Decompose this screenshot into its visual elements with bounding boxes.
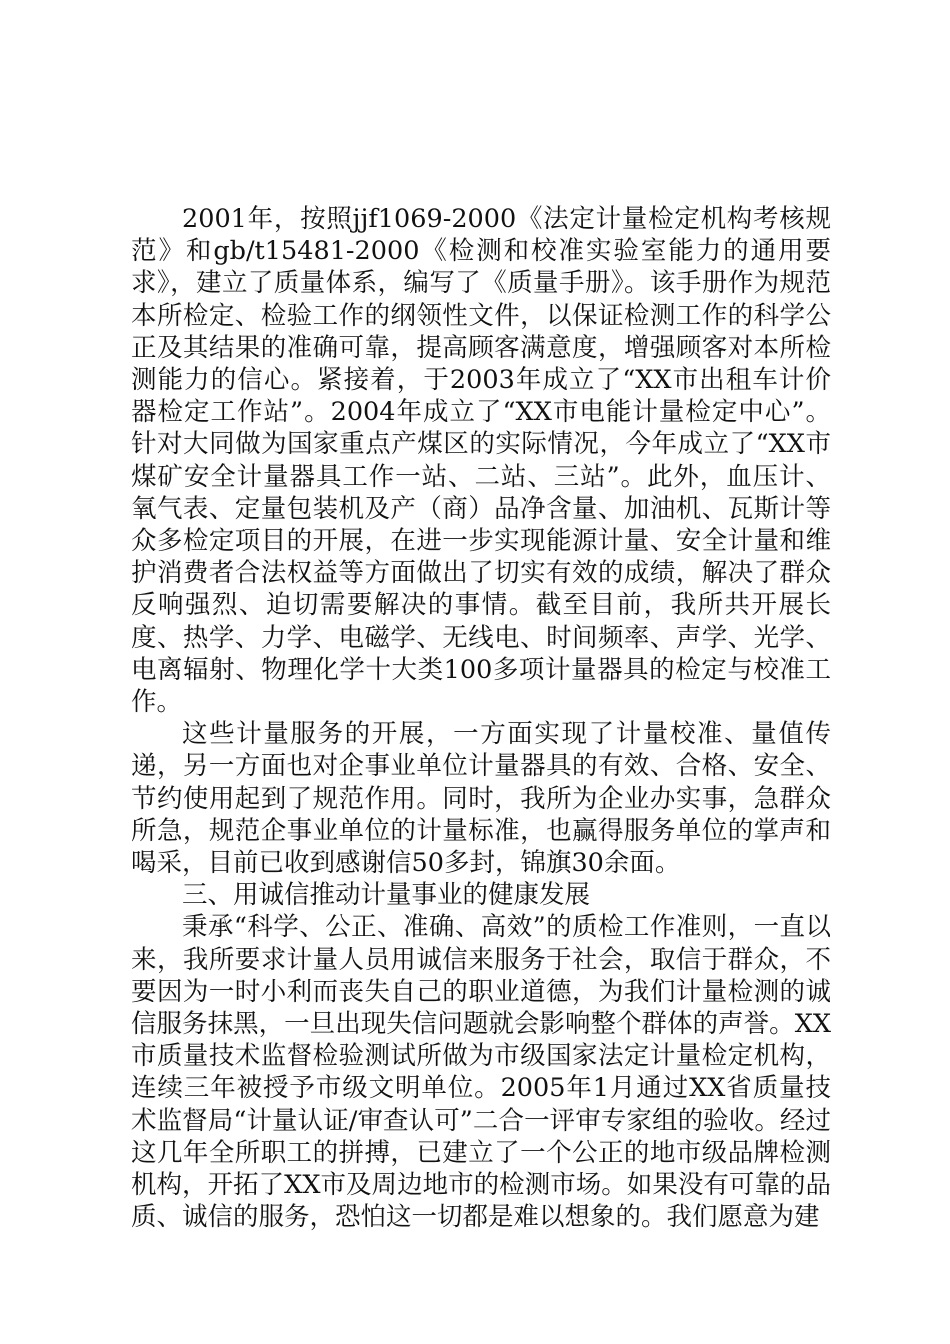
section-heading-integrity: 三、用诚信推动计量事业的健康发展	[182, 880, 591, 911]
paragraph-quality-system: 2001年，按照jjf1069-2000《法定计量检定机构考核规范》和gb/t15481-2000《检测和校准实验室能力的通用要求》，建立了质量体系，编写了《质量手册》。该手册作为规范本所检定、检验工作的纲领性文件，以保证检测工作的科学公正及其结果的准确可靠，提高顾客满意度，增强顾客对本所检测能力的信心。紧接着，于2003年成立了“XX市出租车计价器检定工作站”。2004年成立了“XX市电能计量检定中心”。针对大同做为国家重点产煤区的实际情况，今年成立了“XX市煤矿安全计量器具工作一站、二站、三站”。此外，血压计、氧气表、定量包装机及产（商）品净含量、加油机、瓦斯计等众多检定项目的开展，在进一步实现能源计量、安全计量和维护消费者合法权益等方面做出了切实有效的成绩，解决了群众反响强烈、迫切需要解决的事情。截至目前，我所共开展长度、热学、力学、电磁学、无线电、时间频率、声学、光学、电离辐射、物理化学十大类100多项计量器具的检定与校准工作。	[131, 204, 831, 718]
document-body	[131, 203, 831, 1234]
paragraph-integrity: 秉承“科学、公正、准确、高效”的质检工作准则，一直以来，我所要求计量人员用诚信来服务于社会，取信于群众，不要因为一时小利而丧失自己的职业道德，为我们计量检测的诚信服务抹黑，一旦出现失信问题就会影响整个群体的声誉。XX市质量技术监督检验测试所做为市级国家法定计量检定机构，连续三年被授予市级文明单位。2005年1月通过XX省质量技术监督局“计量认证/审查认可”二合一评审专家组的验收。经过这几年全所职工的拼搏，已建立了一个公正的地市级品牌检测机构，开拓了XX市及周边地市的检测市场。如果没有可靠的品质、诚信的服务，恐怕这一切都是难以想象的。我们愿意为建	[131, 912, 831, 1233]
paragraph-metrology-services: 这些计量服务的开展，一方面实现了计量校准、量值传递，另一方面也对企事业单位计量器具的有效、合格、安全、节约使用起到了规范作用。同时，我所为企业办实事，急群众所急，规范企事业单位的计量标准，也赢得服务单位的掌声和喝采，目前已收到感谢信50多封，锦旗30余面。	[131, 719, 831, 879]
